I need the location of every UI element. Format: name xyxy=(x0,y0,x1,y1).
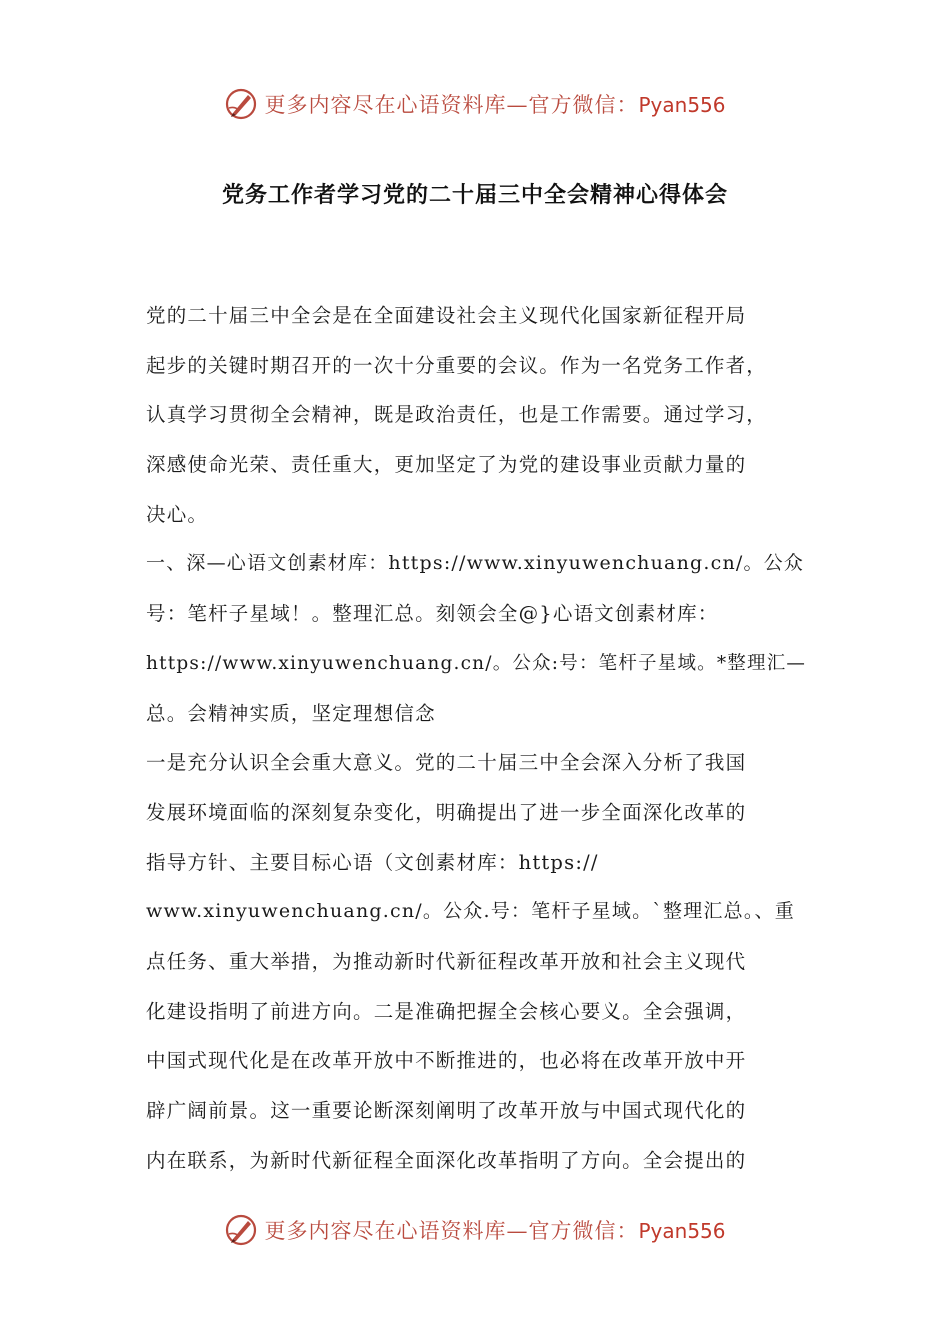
text-line: 认真学习贯彻全会精神，既是政治责任，也是工作需要。通过学习， xyxy=(146,403,768,427)
wechat-id: Pyan556 xyxy=(638,93,726,117)
text-line: 党的二十届三中全会是在全面建设社会主义现代化国家新征程开局 xyxy=(146,304,747,327)
text-line: 发展环境面临的深刻复杂变化，明确提出了进一步全面深化改革的 xyxy=(146,800,747,824)
text-line: 内在联系，为新时代新征程全面深化改革指明了方向。全会提出的 xyxy=(146,1148,747,1172)
text-line: 总。会精神实质，坚定理想信念 xyxy=(146,701,436,725)
text-line: 化建设指明了前进方向。二是准确把握全会核心要义。全会强调， xyxy=(146,999,747,1023)
banner-text xyxy=(264,1215,725,1245)
text-line: 辟广阔前景。这一重要论断深刻阐明了改革开放与中国式现代化的 xyxy=(146,1099,747,1122)
banner-label: 更多内容尽在心语资料库—官方微信： xyxy=(264,1219,639,1243)
text-line: 指导方针、主要目标心语（文创素材库：https:// xyxy=(146,850,599,874)
text-line: 号：笔杆子星域！。整理汇总。刻领会全@}心语文创素材库： xyxy=(146,602,719,626)
footer-banner xyxy=(0,1208,950,1252)
text-line: 一是充分认识全会重大意义。党的二十届三中全会深入分析了我国 xyxy=(146,751,747,775)
text-line: 起步的关键时期召开的一次十分重要的会议。作为一名党务工作者， xyxy=(146,353,768,377)
text-line: 深感使命光荣、责任重大，更加坚定了为党的建设事业贡献力量的 xyxy=(146,453,747,477)
banner-label: 更多内容尽在心语资料库—官方微信： xyxy=(264,93,639,117)
document-title: 党务工作者学习党的二十届三中全会精神心得体会 xyxy=(221,183,728,208)
banner-text xyxy=(264,89,725,119)
document-body xyxy=(146,291,808,1185)
wechat-id: Pyan556 xyxy=(638,1219,726,1243)
text-line: 一、深—心语文创素材库：https://www.xinyuwenchuang.cn/。公众 xyxy=(146,552,805,575)
text-line: 中国式现代化是在改革开放中不断推进的，也必将在改革开放中开 xyxy=(146,1049,747,1073)
text-line: 决心。 xyxy=(146,502,209,526)
text-line: https://www.xinyuwenchuang.cn/。公众:号：笔杆子星域。*整理汇— xyxy=(146,652,807,674)
text-line: www.xinyuwenchuang.cn/。公众.号：笔杆子星域。`整理汇总。、重 xyxy=(146,900,795,923)
text-line: 点任务、重大举措，为推动新时代新征程改革开放和社会主义现代 xyxy=(146,949,747,973)
pen-logo-icon xyxy=(224,1213,258,1247)
pen-logo-icon xyxy=(224,87,258,121)
header-banner xyxy=(0,82,950,126)
